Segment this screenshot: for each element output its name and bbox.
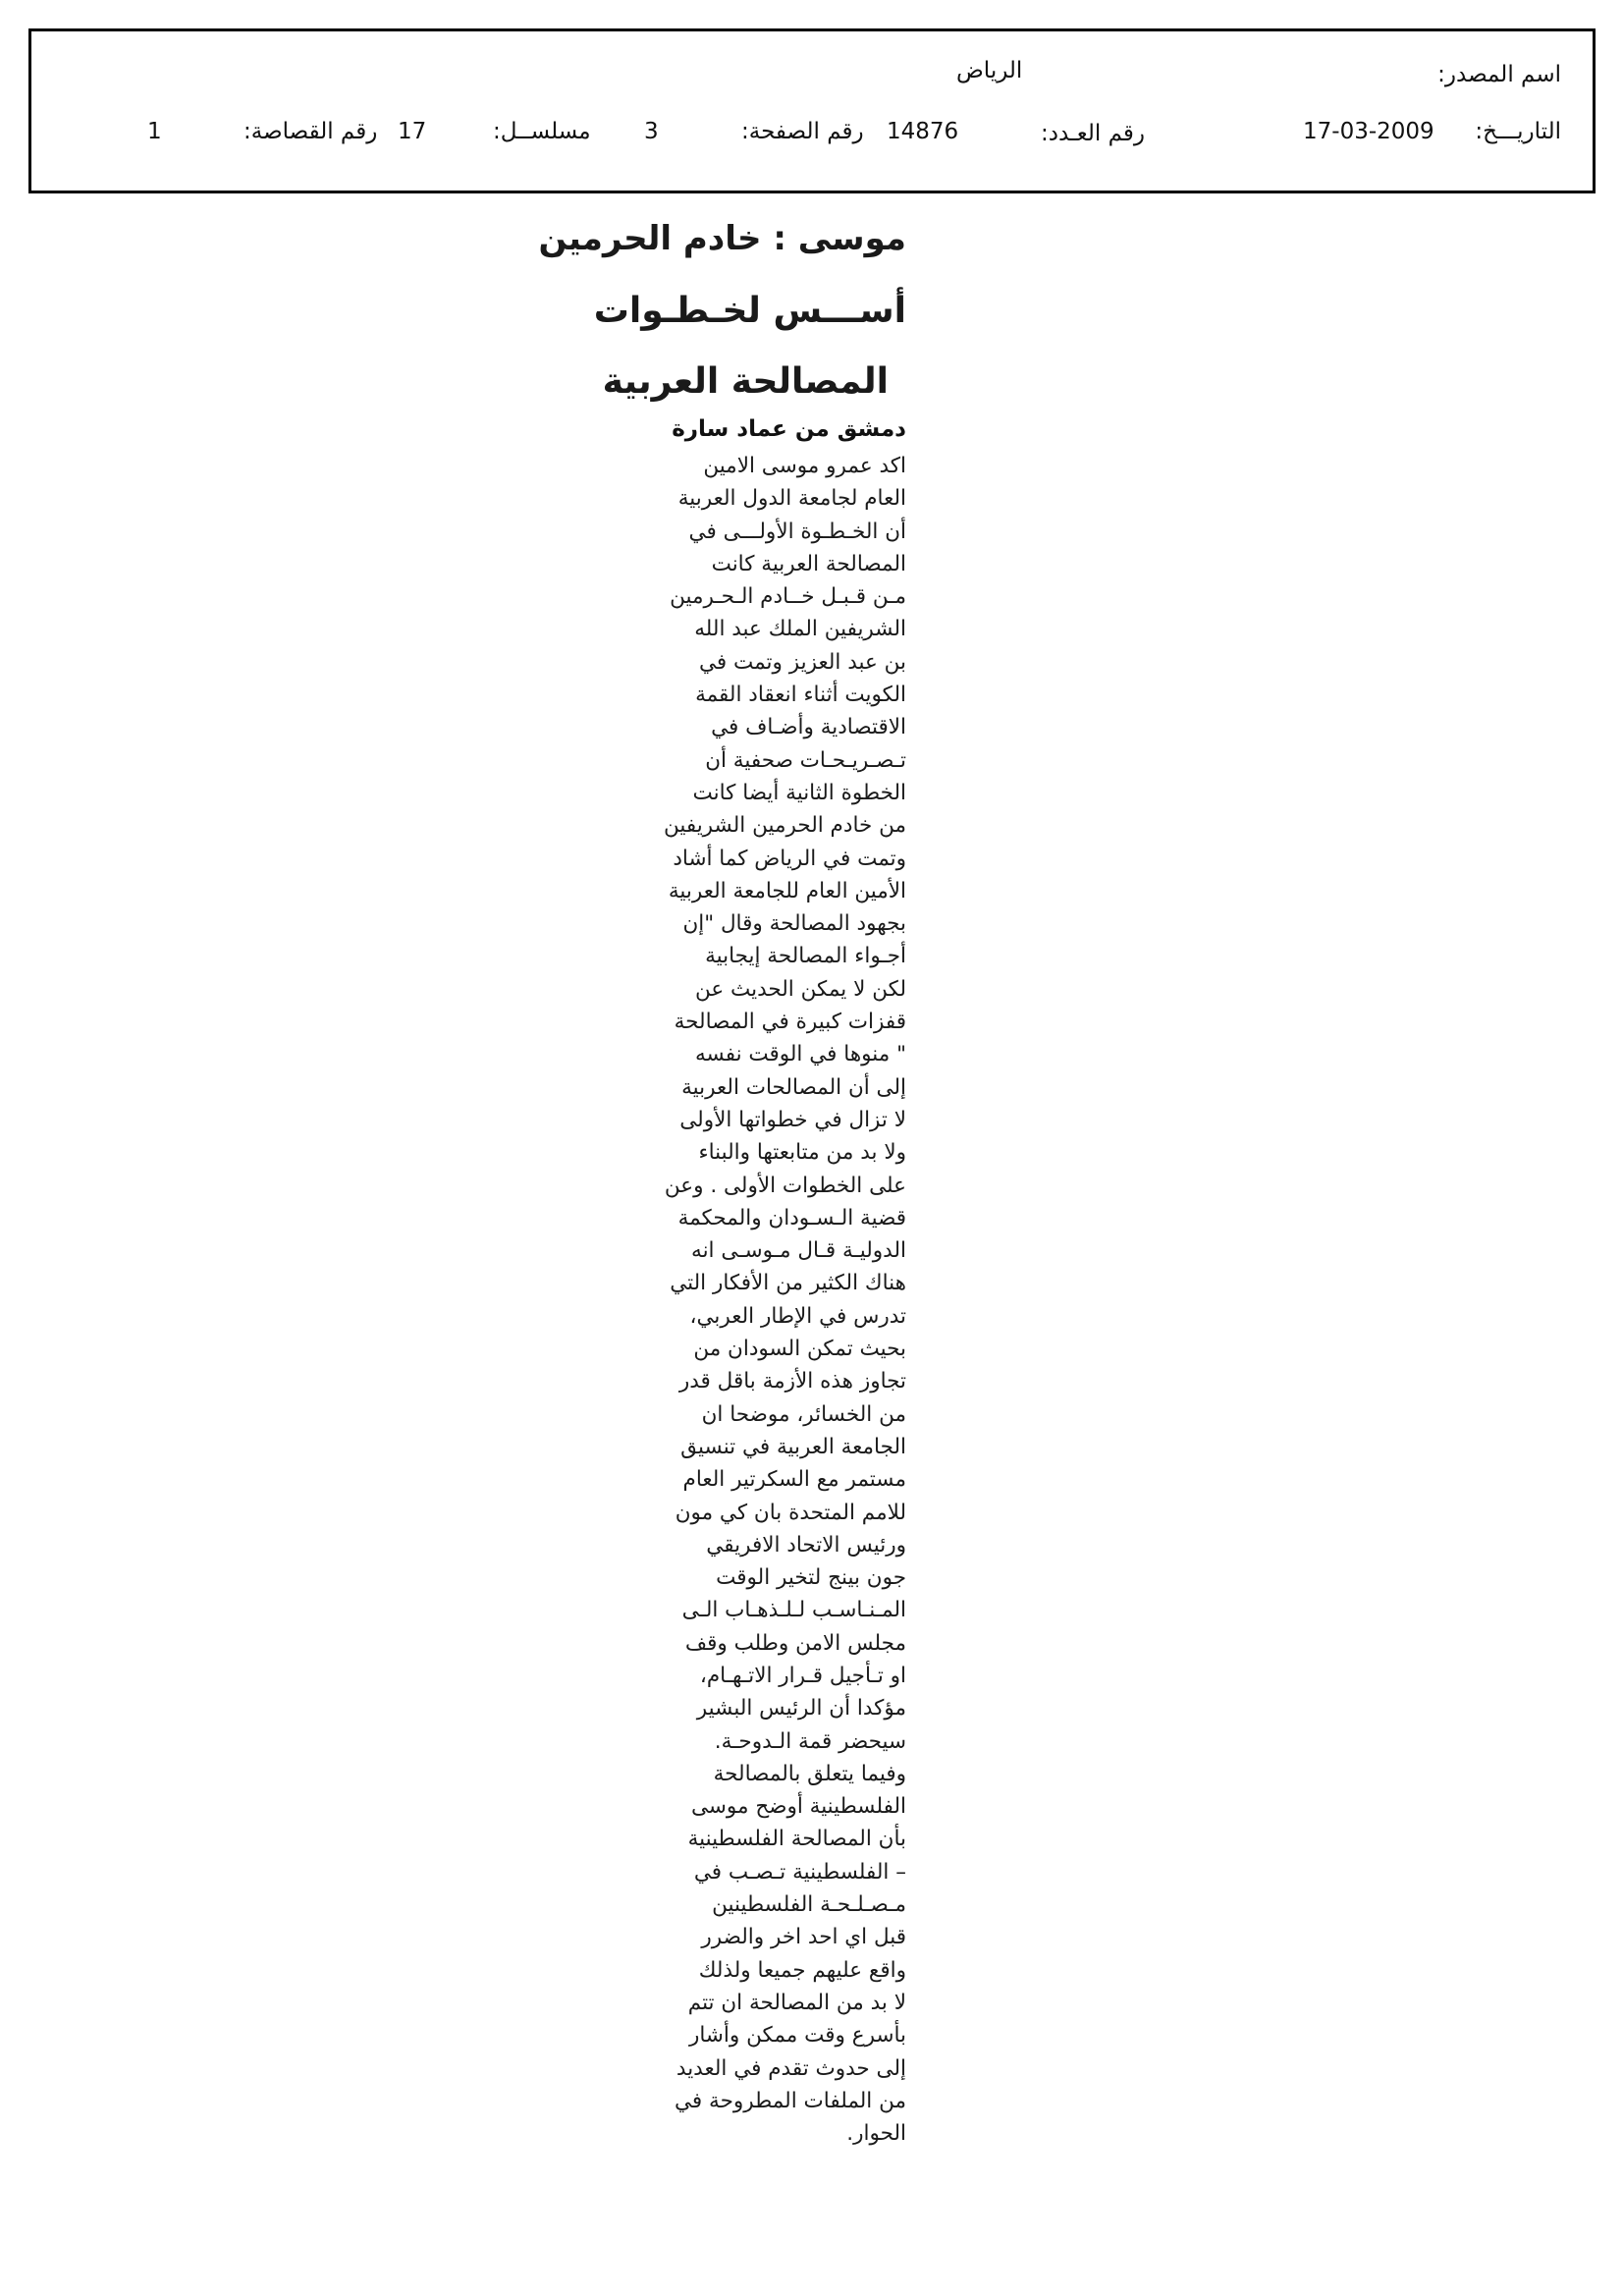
source-label: اسم المصدر:	[1437, 62, 1561, 87]
body-line: تدرس في الإطار العربي،	[689, 1303, 906, 1329]
body-line: قضية الـسـودان والمحكمة	[677, 1205, 906, 1230]
clip-number-value: 1	[147, 119, 162, 144]
body-line: من الخسائر، موضحا ان	[701, 1401, 906, 1427]
body-line: مـن قـبـل خــادم الـحـرمين	[670, 584, 906, 610]
body-line: الاقتصادية وأضـاف في	[711, 715, 906, 740]
body-line: سيحضر قمة الـدوحـة.	[714, 1728, 906, 1754]
body-line: مؤكدا أن الرئيس البشير	[696, 1696, 906, 1722]
body-line: لكن لا يمكن الحديث عن	[694, 976, 906, 1002]
body-line: المصالحة العربية كانت	[711, 551, 906, 576]
body-line: مـصـلـحـة الفلسطينين	[712, 1892, 906, 1918]
body-line: الشريفين الملك عبد الله	[694, 617, 906, 642]
issue-label: رقم العـدد:	[1041, 121, 1146, 146]
headline-line-2: أســـس لخـطـوات	[593, 291, 906, 331]
body-line: أجـواء المصالحة إيجابية	[705, 944, 906, 969]
date-value: 17-03-2009	[1303, 119, 1434, 144]
body-line: وتمت في الرياض كما أشاد	[673, 846, 906, 871]
body-line: ولا بد من متابعتها والبناء	[698, 1140, 906, 1166]
body-line: قفزات كبيرة في المصالحة	[674, 1010, 906, 1035]
body-line: هناك الكثير من الأفكار التي	[670, 1271, 906, 1296]
body-line: إلى حدوث تقدم في العديد	[676, 2055, 906, 2081]
page-value: 3	[644, 119, 659, 144]
headline-line-3: المصالحة العربية	[602, 361, 889, 402]
body-line: الدوليـة قـال مـوسـى انه	[691, 1238, 906, 1264]
body-line: العام لجامعة الدول العربية	[677, 486, 906, 512]
body-line: وفيما يتعلق بالمصالحة	[713, 1761, 906, 1786]
body-line: الفلسطينية أوضح موسى	[690, 1794, 906, 1820]
body-line: من خادم الحرمين الشريفين	[663, 813, 906, 839]
body-line: الحوار.	[846, 2121, 906, 2147]
body-line: الخطوة الثانية أيضا كانت	[692, 780, 906, 805]
date-label: التاريـــخ:	[1475, 119, 1561, 144]
body-line: مستمر مع السكرتير العام	[682, 1467, 906, 1493]
body-line: بحيث تمكن السودان من	[693, 1337, 906, 1362]
body-line: " منوها في الوقت نفسه	[694, 1042, 906, 1067]
body-line: لا بد من المصالحة ان تتم	[687, 1990, 906, 2015]
body-line: أن الخـطـوة الأولـــى في	[688, 519, 906, 544]
body-line: قبل اي احد اخر والضرر	[701, 1925, 906, 1950]
body-line: واقع عليهم جميعا ولذلك	[698, 1957, 906, 1983]
body-line: بأن المصالحة الفلسطينية	[687, 1827, 906, 1852]
body-line: إلى أن المصالحات العربية	[681, 1074, 906, 1100]
body-line: جون بينج لتخير الوقت	[716, 1565, 906, 1591]
byline: دمشق من عماد سارة	[672, 416, 906, 442]
body-line: او تـأجيل قـرار الاتـهـام،	[699, 1663, 906, 1688]
serial-label: مسلســل:	[493, 119, 591, 144]
body-line: من الملفات المطروحة في	[675, 2088, 906, 2113]
headline-line-1: موسى : خادم الحرمين	[538, 219, 906, 258]
source-value: الرياض	[956, 58, 1023, 83]
body-line: على الخطوات الأولى . وعن	[664, 1173, 906, 1198]
page-label: رقم الصفحة:	[741, 119, 864, 144]
body-line: للامم المتحدة بان كي مون	[675, 1500, 906, 1525]
body-line: تجاوز هذه الأزمة باقل قدر	[678, 1369, 906, 1394]
body-line: الكويت أثناء انعقاد القمة	[695, 683, 906, 708]
body-line: المـنـاسـب لـلـذهـاب الـى	[681, 1598, 906, 1623]
body-line: الجامعة العربية في تنسيق	[680, 1434, 906, 1459]
article-body	[610, 450, 906, 2150]
issue-value: 14876	[887, 119, 959, 144]
body-line: تـصـريـحـات صحفية أن	[705, 747, 906, 773]
body-line: بن عبد العزيز وتمت في	[698, 649, 906, 675]
body-line: مجلس الامن وطلب وقف	[684, 1630, 906, 1656]
body-line: بجهود المصالحة وقال "إن	[682, 911, 906, 937]
body-line: ورئيس الاتحاد الافريقي	[706, 1532, 906, 1558]
body-line: – الفلسطينية تـصـب في	[693, 1859, 906, 1885]
serial-value: 17	[398, 119, 427, 144]
body-line: اكد عمرو موسى الامين	[703, 454, 906, 478]
clip-number-label: رقم القصاصة:	[243, 119, 378, 144]
body-line: الأمين العام للجامعة العربية	[668, 878, 906, 903]
body-line: لا تزال في خطواتها الأولى	[679, 1107, 906, 1132]
body-line: بأسرع وقت ممكن وأشار	[688, 2023, 906, 2049]
